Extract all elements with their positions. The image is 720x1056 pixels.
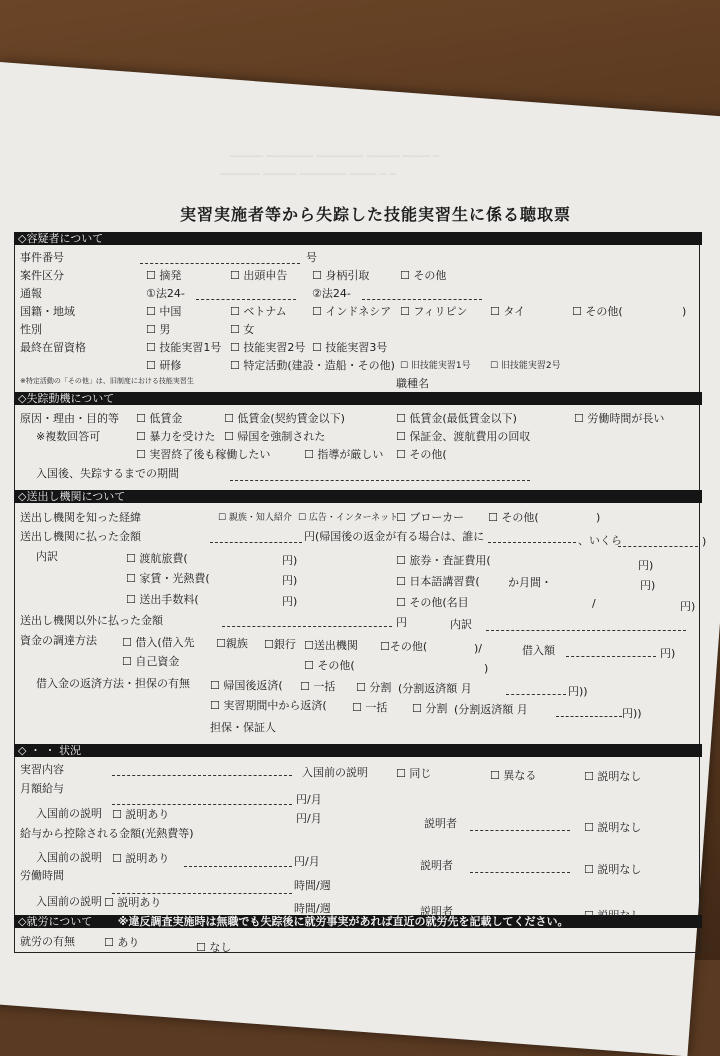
label-monthly-salary: 月額給与 (20, 782, 64, 795)
label-law-2: ②法24- (312, 287, 351, 300)
checkbox-migara[interactable]: ☐ 身柄引取 (312, 269, 370, 282)
section-employment-title: ◇就労について (18, 915, 93, 928)
label-breakdown-2: 内訳 (450, 618, 472, 631)
field-refund-who[interactable] (488, 542, 576, 543)
checkbox-loan-other[interactable]: ☐その他( (380, 640, 428, 653)
unit-yen-month: 円/月 (296, 793, 322, 806)
checkbox-work-after[interactable]: ☐ 実習終了後も稼働したい (136, 448, 271, 461)
field-paid-amount[interactable] (210, 542, 302, 543)
checkbox-deposit[interactable]: ☐ 保証金、渡航費用の回収 (396, 430, 531, 443)
label-period: 入国後、失踪するまでの期間 (36, 467, 179, 480)
field-loan-amount[interactable] (566, 656, 656, 657)
checkbox-explained-2[interactable]: ☐ 説明あり (112, 852, 170, 865)
checkbox-repay-after[interactable]: ☐ 帰国後返済( (210, 679, 283, 692)
checkbox-no-explain[interactable]: ☐ 説明なし (584, 770, 642, 783)
label-work-hours: 労働時間 (20, 869, 64, 882)
label-sex: 性別 (20, 323, 42, 336)
section-suspect: ◇容疑者について (14, 232, 702, 245)
note-tokutei: ※特定活動の「その他」は、旧制度における技能実習生 (20, 377, 194, 385)
label-how-known: 送出し機関を知った経緯 (20, 511, 141, 524)
unit-yen-month: 円/月 (294, 855, 320, 868)
label-explainer-3: 説明者 (420, 905, 453, 918)
checkbox-lump-sum-2[interactable]: ☐ 一括 (352, 701, 388, 714)
checkbox-relatives[interactable]: ☐ 親族・知人紹介 (218, 513, 292, 523)
checkbox-yes[interactable]: ☐ あり (104, 936, 140, 949)
form-title: 実習実施者等から失踪した技能実習生に係る聴取票 (180, 205, 572, 224)
paren-close: ) (484, 662, 489, 675)
unit-yen: 円 (396, 616, 407, 629)
checkbox-no-explain-2[interactable]: ☐ 説明なし (584, 821, 642, 834)
checkbox-loan-relatives[interactable]: ☐親族 (216, 637, 248, 650)
label-go: 号 (306, 251, 317, 264)
label-nationality: 国籍・地域 (20, 305, 75, 318)
checkbox-repay-during[interactable]: ☐ 実習期間中から返済( (210, 699, 327, 712)
label-breakdown: 内訳 (36, 550, 58, 563)
unit-hours-week: 時間/週 (294, 879, 331, 892)
field-case-number[interactable] (140, 263, 300, 264)
label-how-much: 、いくら (578, 534, 622, 547)
label-reason: 原因・理由・目的等 (20, 412, 119, 425)
label-pre-entry-3: 入国前の説明 (36, 851, 102, 864)
label-law-1: ①法24- (146, 287, 185, 300)
checkbox-strict[interactable]: ☐ 指導が厳しい (304, 448, 384, 461)
checkbox-travel[interactable]: ☐ 渡航旅費( (126, 552, 188, 565)
checkbox-kenshu[interactable]: ☐ 研修 (146, 359, 182, 372)
checkbox-male[interactable]: ☐ 男 (146, 323, 171, 336)
label-refund: 円(帰国後の返金が有る場合は、誰に (304, 530, 485, 543)
checkbox-different[interactable]: ☐ 異なる (490, 769, 537, 782)
label-content: 実習内容 (20, 763, 64, 776)
unit-yen: 円)) (568, 685, 588, 698)
checkbox-no-explain-3[interactable]: ☐ 説明なし (584, 863, 642, 876)
checkbox-gino3[interactable]: ☐ 技能実習3号 (312, 341, 388, 354)
field-period[interactable] (230, 480, 530, 481)
checkbox-forced-return[interactable]: ☐ 帰国を強制された (224, 430, 326, 443)
checkbox-old-gino2[interactable]: ☐ 旧技能実習2号 (490, 361, 561, 371)
show-through-text: ───── ─────── ─────── ───── ──── ─ (230, 150, 440, 163)
checkbox-violence[interactable]: ☐ 暴力を受けた (136, 430, 216, 443)
label-case-type: 案件区分 (20, 269, 64, 282)
section-sending-org: ◇送出し機関について (14, 490, 702, 503)
label-installment-month-2: (分割返済額 月 (454, 703, 528, 716)
checkbox-explained[interactable]: ☐ 説明あり (112, 808, 170, 821)
label-pre-entry: 入国前の説明 (302, 766, 368, 779)
label-job-type: 職種名 (396, 377, 429, 390)
checkbox-japanese-class[interactable]: ☐ 日本語講習費( (396, 575, 480, 588)
checkbox-low-wage[interactable]: ☐ 低賃金 (136, 412, 183, 425)
checkbox-below-contract[interactable]: ☐ 低賃金(契約賃金以下) (224, 412, 345, 425)
label-employed: 就労の有無 (20, 935, 75, 948)
label-loan-amount: 借入額 (522, 644, 555, 657)
field-refund-amount[interactable] (618, 546, 698, 547)
checkbox-china[interactable]: ☐ 中国 (146, 305, 182, 318)
label-paid-amount: 送出し機関に払った金額 (20, 530, 141, 543)
field-installment-1[interactable] (506, 694, 566, 695)
section-training-status: ◇ ・ ・ 状況 (14, 744, 702, 757)
checkbox-installment[interactable]: ☐ 分割 (356, 681, 392, 694)
field-law-2[interactable] (362, 299, 482, 300)
checkbox-below-minimum[interactable]: ☐ 低賃金(最低賃金以下) (396, 412, 517, 425)
checkbox-loan-bank[interactable]: ☐銀行 (264, 638, 296, 651)
unit-yen: 円) (660, 647, 676, 660)
label-funding: 資金の調達方法 (20, 634, 97, 647)
checkbox-other-name[interactable]: ☐ その他(名目 (396, 596, 469, 609)
label-pre-entry-4: 入国前の説明 (36, 895, 102, 908)
unit-yen: 円) (640, 579, 656, 592)
checkbox-own-funds[interactable]: ☐ 自己資金 (122, 655, 180, 668)
unit-hours-week: 時間/週 (294, 902, 331, 915)
label-final-status: 最終在留資格 (20, 341, 86, 354)
checkbox-old-gino1[interactable]: ☐ 旧技能実習1号 (400, 361, 471, 371)
label-months: か月間・ (508, 576, 552, 589)
section-employment-note: ※違反調査実施時は無職でも失踪後に就労事実があれば直近の就労先を記載してください。 (117, 915, 569, 928)
section-motive: ◇失踪動機について (14, 392, 702, 405)
unit-yen: 円) (282, 595, 298, 608)
checkbox-sending-fee[interactable]: ☐ 送出手数料( (126, 593, 199, 606)
paren-close: ) (596, 511, 601, 524)
label-explainer: 説明者 (424, 817, 457, 830)
checkbox-gino1[interactable]: ☐ 技能実習1号 (146, 341, 222, 354)
checkbox-lump-sum[interactable]: ☐ 一括 (300, 680, 336, 693)
note-multiple: ※複数回答可 (36, 430, 101, 443)
checkbox-same[interactable]: ☐ 同じ (396, 767, 432, 780)
checkbox-motive-other[interactable]: ☐ その他( (396, 448, 447, 461)
checkbox-vietnam[interactable]: ☐ ベトナム (230, 305, 287, 318)
field-installment-2[interactable] (556, 716, 622, 717)
label-pre-entry-2: 入国前の説明 (36, 807, 102, 820)
checkbox-installment-2[interactable]: ☐ 分割 (412, 702, 448, 715)
field-monthly-salary[interactable] (112, 804, 292, 805)
checkbox-explained-3[interactable]: ☐ 説明あり (104, 896, 162, 909)
checkbox-no[interactable]: ☐ なし (196, 941, 232, 954)
checkbox-advert[interactable]: ☐ 広告・インターネット (298, 513, 399, 523)
field-breakdown-2[interactable] (486, 630, 686, 631)
checkbox-female[interactable]: ☐ 女 (230, 323, 255, 336)
checkbox-rent[interactable]: ☐ 家賃・光熱費( (126, 572, 210, 585)
checkbox-indonesia[interactable]: ☐ インドネシア (312, 305, 392, 318)
label-installment-month: (分割返済額 月 (398, 682, 472, 695)
checkbox-loan-sending[interactable]: ☐送出機関 (304, 639, 358, 652)
field-deduction[interactable] (184, 866, 292, 867)
checkbox-tokutei[interactable]: ☐ 特定活動(建設・造船・その他) (230, 359, 395, 372)
checkbox-howknown-other[interactable]: ☐ その他( (488, 511, 539, 524)
checkbox-long-hours[interactable]: ☐ 労働時間が長い (574, 412, 665, 425)
unit-yen: 円) (680, 600, 696, 613)
field-work-hours[interactable] (112, 893, 292, 894)
checkbox-broker[interactable]: ☐ ブローカー (396, 511, 465, 524)
label-case-number: 事件番号 (20, 251, 64, 264)
checkbox-other[interactable]: ☐ その他 (400, 269, 447, 282)
slash: / (592, 597, 596, 610)
label-tsuuhou: 通報 (20, 287, 42, 300)
field-explainer[interactable] (470, 830, 570, 831)
label-collateral: 担保・保証人 (210, 721, 276, 734)
unit-yen-month: 円/月 (296, 812, 322, 825)
checkbox-funding-other[interactable]: ☐ その他( (304, 659, 355, 672)
label-explainer-2: 説明者 (420, 859, 453, 872)
checkbox-no-explain-4[interactable]: ☐ 説明なし (584, 909, 642, 922)
label-deduction: 給与から控除される金額(光熱費等) (20, 827, 194, 840)
paren-close: ) (702, 535, 707, 548)
unit-yen: 円)) (622, 707, 642, 720)
unit-yen: 円) (282, 554, 298, 567)
field-law-1[interactable] (196, 299, 296, 300)
unit-yen: 円) (638, 559, 654, 572)
show-through-text: ────── ───── ─────── ──── ─ ─ (220, 168, 397, 181)
label-repayment: 借入金の返済方法・担保の有無 (36, 677, 190, 690)
field-explainer-2[interactable] (470, 872, 570, 873)
checkbox-loan[interactable]: ☐ 借入(借入先 (122, 636, 195, 649)
checkbox-shuttou[interactable]: ☐ 出頭申告 (230, 269, 288, 282)
paren-close: ) (682, 305, 687, 318)
checkbox-nationality-other[interactable]: ☐ その他( (572, 305, 623, 318)
checkbox-philippines[interactable]: ☐ フィリピン (400, 305, 468, 318)
checkbox-thailand[interactable]: ☐ タイ (490, 305, 526, 318)
label-paid-other: 送出し機関以外に払った金額 (20, 614, 163, 627)
field-content[interactable] (112, 775, 292, 776)
checkbox-passport-visa[interactable]: ☐ 旅券・査証費用( (396, 554, 491, 567)
checkbox-tekihatsu[interactable]: ☐ 摘発 (146, 269, 182, 282)
paren-slash: )/ (474, 642, 482, 655)
unit-yen: 円) (282, 574, 298, 587)
field-paid-other[interactable] (222, 626, 392, 627)
checkbox-gino2[interactable]: ☐ 技能実習2号 (230, 341, 306, 354)
